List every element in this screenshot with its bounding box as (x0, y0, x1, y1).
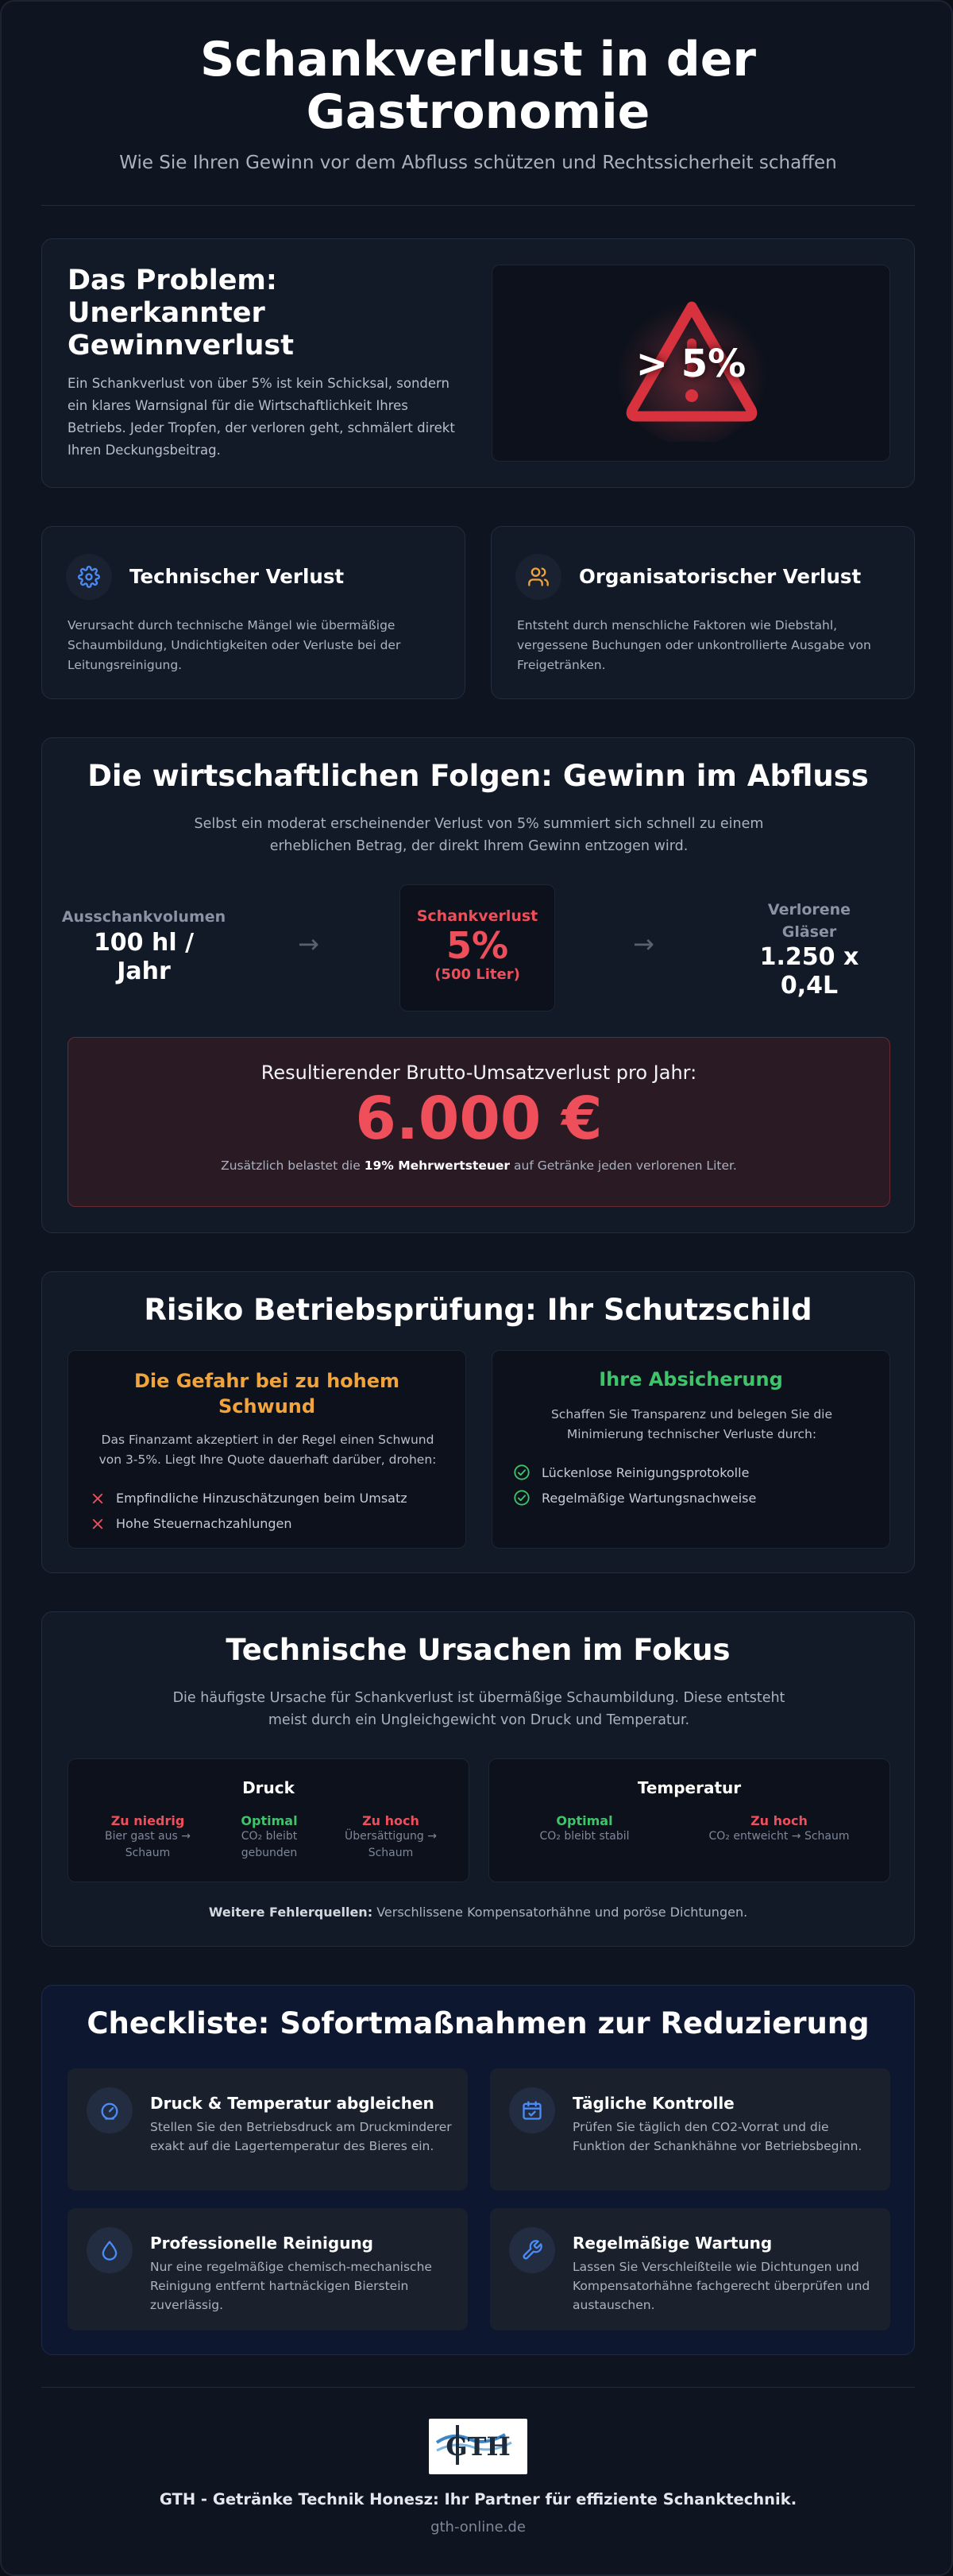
checklist-item-text: Lassen Sie Verschleißteile wie Dichtungen und Kompensatorhähne fachgerecht überprüfen und austauschen. (573, 2260, 870, 2312)
checklist-card (41, 1985, 915, 2355)
check-circle-icon (513, 1464, 531, 1481)
gear-icon (66, 554, 112, 600)
cross-icon (91, 1517, 105, 1531)
organizational-loss-card (491, 526, 915, 699)
pressure-high: Zu hoch Übersättigung → Schaum (345, 1813, 437, 1859)
protection-title: Ihre Absicherung (599, 1368, 783, 1390)
causes-card (41, 1611, 915, 1947)
checklist-item-title: Tägliche Kontrolle (573, 2094, 735, 2113)
temperature-high: Zu hoch CO₂ entweicht → Schaum (708, 1813, 850, 1843)
technical-loss-card (41, 526, 465, 699)
pressure-title: Druck (242, 1778, 295, 1797)
glasses-value: 1.250 x 0,4L (759, 943, 859, 1000)
arrow-right-icon-2: → (633, 929, 654, 959)
problem-card (41, 238, 915, 488)
danger-text: Das Finanzamt akzeptiert in der Regel einen Schwund von 3-5%. Liegt Ihre Quote dauerhaft darüber, drohen: (98, 1433, 437, 1467)
pressure-optimal: Optimal CO₂ bleibt gebunden (241, 1813, 298, 1859)
protection-item: Lückenlose Reinigungsprotokolle (513, 1464, 749, 1481)
temperature-title: Temperatur (637, 1778, 742, 1797)
loss-block (399, 884, 555, 1011)
technical-loss-title: Technischer Verlust (129, 565, 345, 588)
checklist-item-title: Regelmäßige Wartung (573, 2234, 773, 2253)
danger-item: Hohe Steuernachzahlungen (91, 1516, 292, 1531)
logo-text: GTH (446, 2431, 511, 2462)
causes-title: Technische Ursachen im Fokus (226, 1633, 731, 1667)
audit-card (41, 1271, 915, 1573)
wrench-icon (509, 2227, 555, 2273)
droplet-icon (87, 2227, 133, 2273)
cross-icon (91, 1491, 105, 1506)
page-subtitle: Wie Sie Ihren Gewinn vor dem Abfluss schützen und Rechtssicherheit schaffen (119, 153, 837, 173)
arrow-right-icon: → (298, 929, 319, 959)
title-line-1: Schankverlust in der (200, 32, 756, 87)
technical-loss-text: Verursacht durch technische Mängel wie übermäßige Schaumbildung, Undichtigkeiten oder Verluste bei der Leitungsreinigung. (68, 618, 401, 672)
checklist-item-text: Prüfen Sie täglich den CO2-Vorrat und die Funktion der Schankhähne vor Betriebsbeginn. (573, 2120, 862, 2153)
checklist-title: Checkliste: Sofortmaßnahmen zur Reduzierung (87, 2006, 870, 2040)
consequences-lead: Selbst ein moderat erscheinender Verlust von 5% summiert sich schnell zu einem erheblichen Betrag, der direkt Ihrem Gewinn entzogen wird. (194, 816, 764, 854)
organizational-loss-title: Organisatorischer Verlust (579, 565, 862, 588)
protection-panel (492, 1350, 890, 1549)
more-causes: Weitere Fehlerquellen: Verschlissene Kompensatorhähne und poröse Dichtungen. (208, 1905, 748, 1920)
result-label: Resultierender Brutto-Umsatzverlust pro Jahr: (260, 1062, 697, 1084)
checklist-item-daily (490, 2068, 890, 2191)
header-divider (41, 205, 915, 206)
volume-value: 100 hl / Jahr (93, 929, 195, 985)
header (2, 33, 953, 173)
audit-title: Risiko Betriebsprüfung: Ihr Schutzschild (144, 1293, 812, 1327)
danger-title: Die Gefahr bei zu hohem Schwund (133, 1370, 400, 1418)
checklist-item-title: Druck & Temperatur abgleichen (150, 2094, 434, 2113)
volume-block (48, 908, 239, 986)
pressure-low: Zu niedrig Bier gast aus → Schaum (105, 1813, 191, 1859)
result-value: 6.000 € (355, 1085, 603, 1153)
vat-note: Zusätzlich belastet die 19% Mehrwertsteuer auf Getränke jeden verlorenen Liter. (221, 1158, 737, 1173)
checklist-item-text: Stellen Sie den Betriebsdruck am Druckminderer exakt auf die Lagertemperatur des Bieres ein. (150, 2120, 452, 2153)
volume-label: Ausschankvolumen (61, 908, 226, 926)
glasses-block (722, 899, 897, 1000)
warning-panel (492, 265, 890, 462)
footer-tagline: GTH - Getränke Technik Honesz: Ihr Partner für effiziente Schanktechnik. (159, 2490, 797, 2508)
users-icon (515, 554, 561, 600)
consequences-card (41, 737, 915, 1233)
result-box (68, 1037, 890, 1207)
protection-text: Schaffen Sie Transparenz und belegen Sie die Minimierung technischer Verluste durch: (550, 1407, 833, 1441)
danger-panel (68, 1350, 466, 1549)
problem-title: Das Problem: Unerkannter Gewinnverlust (68, 265, 294, 362)
temperature-panel (488, 1758, 890, 1882)
organizational-loss-text: Entsteht durch menschliche Faktoren wie Diebstahl, vergessene Buchungen oder unkontrollierte Ausgabe von Freigetränken. (517, 618, 871, 672)
loss-label: Schankverlust (416, 907, 538, 925)
gauge-icon (87, 2087, 133, 2133)
problem-text: Ein Schankverlust von über 5% ist kein Schicksal, sondern ein klares Warnsignal für die Wirtschaftlichkeit Ihres Betriebs. Jeder Tropfen, der verloren geht, schmälert direkt Ihren Deckungsbeitrag. (68, 376, 455, 458)
title-line-2: Gastronomie (306, 84, 650, 140)
checklist-item-pressure (68, 2068, 468, 2191)
calendar-check-icon (509, 2087, 555, 2133)
page-title (2, 33, 953, 138)
loss-sub: (500 Liter) (434, 966, 520, 983)
check-circle-icon (513, 1489, 531, 1507)
pressure-panel (68, 1758, 469, 1882)
glasses-label: Verlorene Gläser (767, 901, 851, 941)
warning-value: > 5% (635, 342, 747, 386)
gth-logo (429, 2419, 527, 2474)
danger-item: Empfindliche Hinzuschätzungen beim Umsatz (91, 1491, 407, 1506)
temperature-optimal: Optimal CO₂ bleibt stabil (539, 1813, 630, 1843)
checklist-item-maintenance (490, 2208, 890, 2330)
footer-website-link[interactable]: gth-online.de (430, 2519, 526, 2535)
checklist-item-text: Nur eine regelmäßige chemisch-mechanische Reinigung entfernt hartnäckigen Bierstein zuverlässig. (150, 2260, 432, 2312)
causes-lead: Die häufigste Ursache für Schankverlust ist übermäßige Schaumbildung. Diese entsteht meist durch ein Ungleichgewicht von Druck und Temperatur. (172, 1690, 785, 1728)
checklist-item-cleaning (68, 2208, 468, 2330)
footer-divider (41, 2387, 915, 2388)
checklist-item-title: Professionelle Reinigung (150, 2234, 373, 2253)
loss-value: 5% (446, 924, 509, 967)
protection-item: Regelmäßige Wartungsnachweise (513, 1489, 756, 1507)
consequences-title: Die wirtschaftlichen Folgen: Gewinn im Abfluss (87, 759, 869, 793)
